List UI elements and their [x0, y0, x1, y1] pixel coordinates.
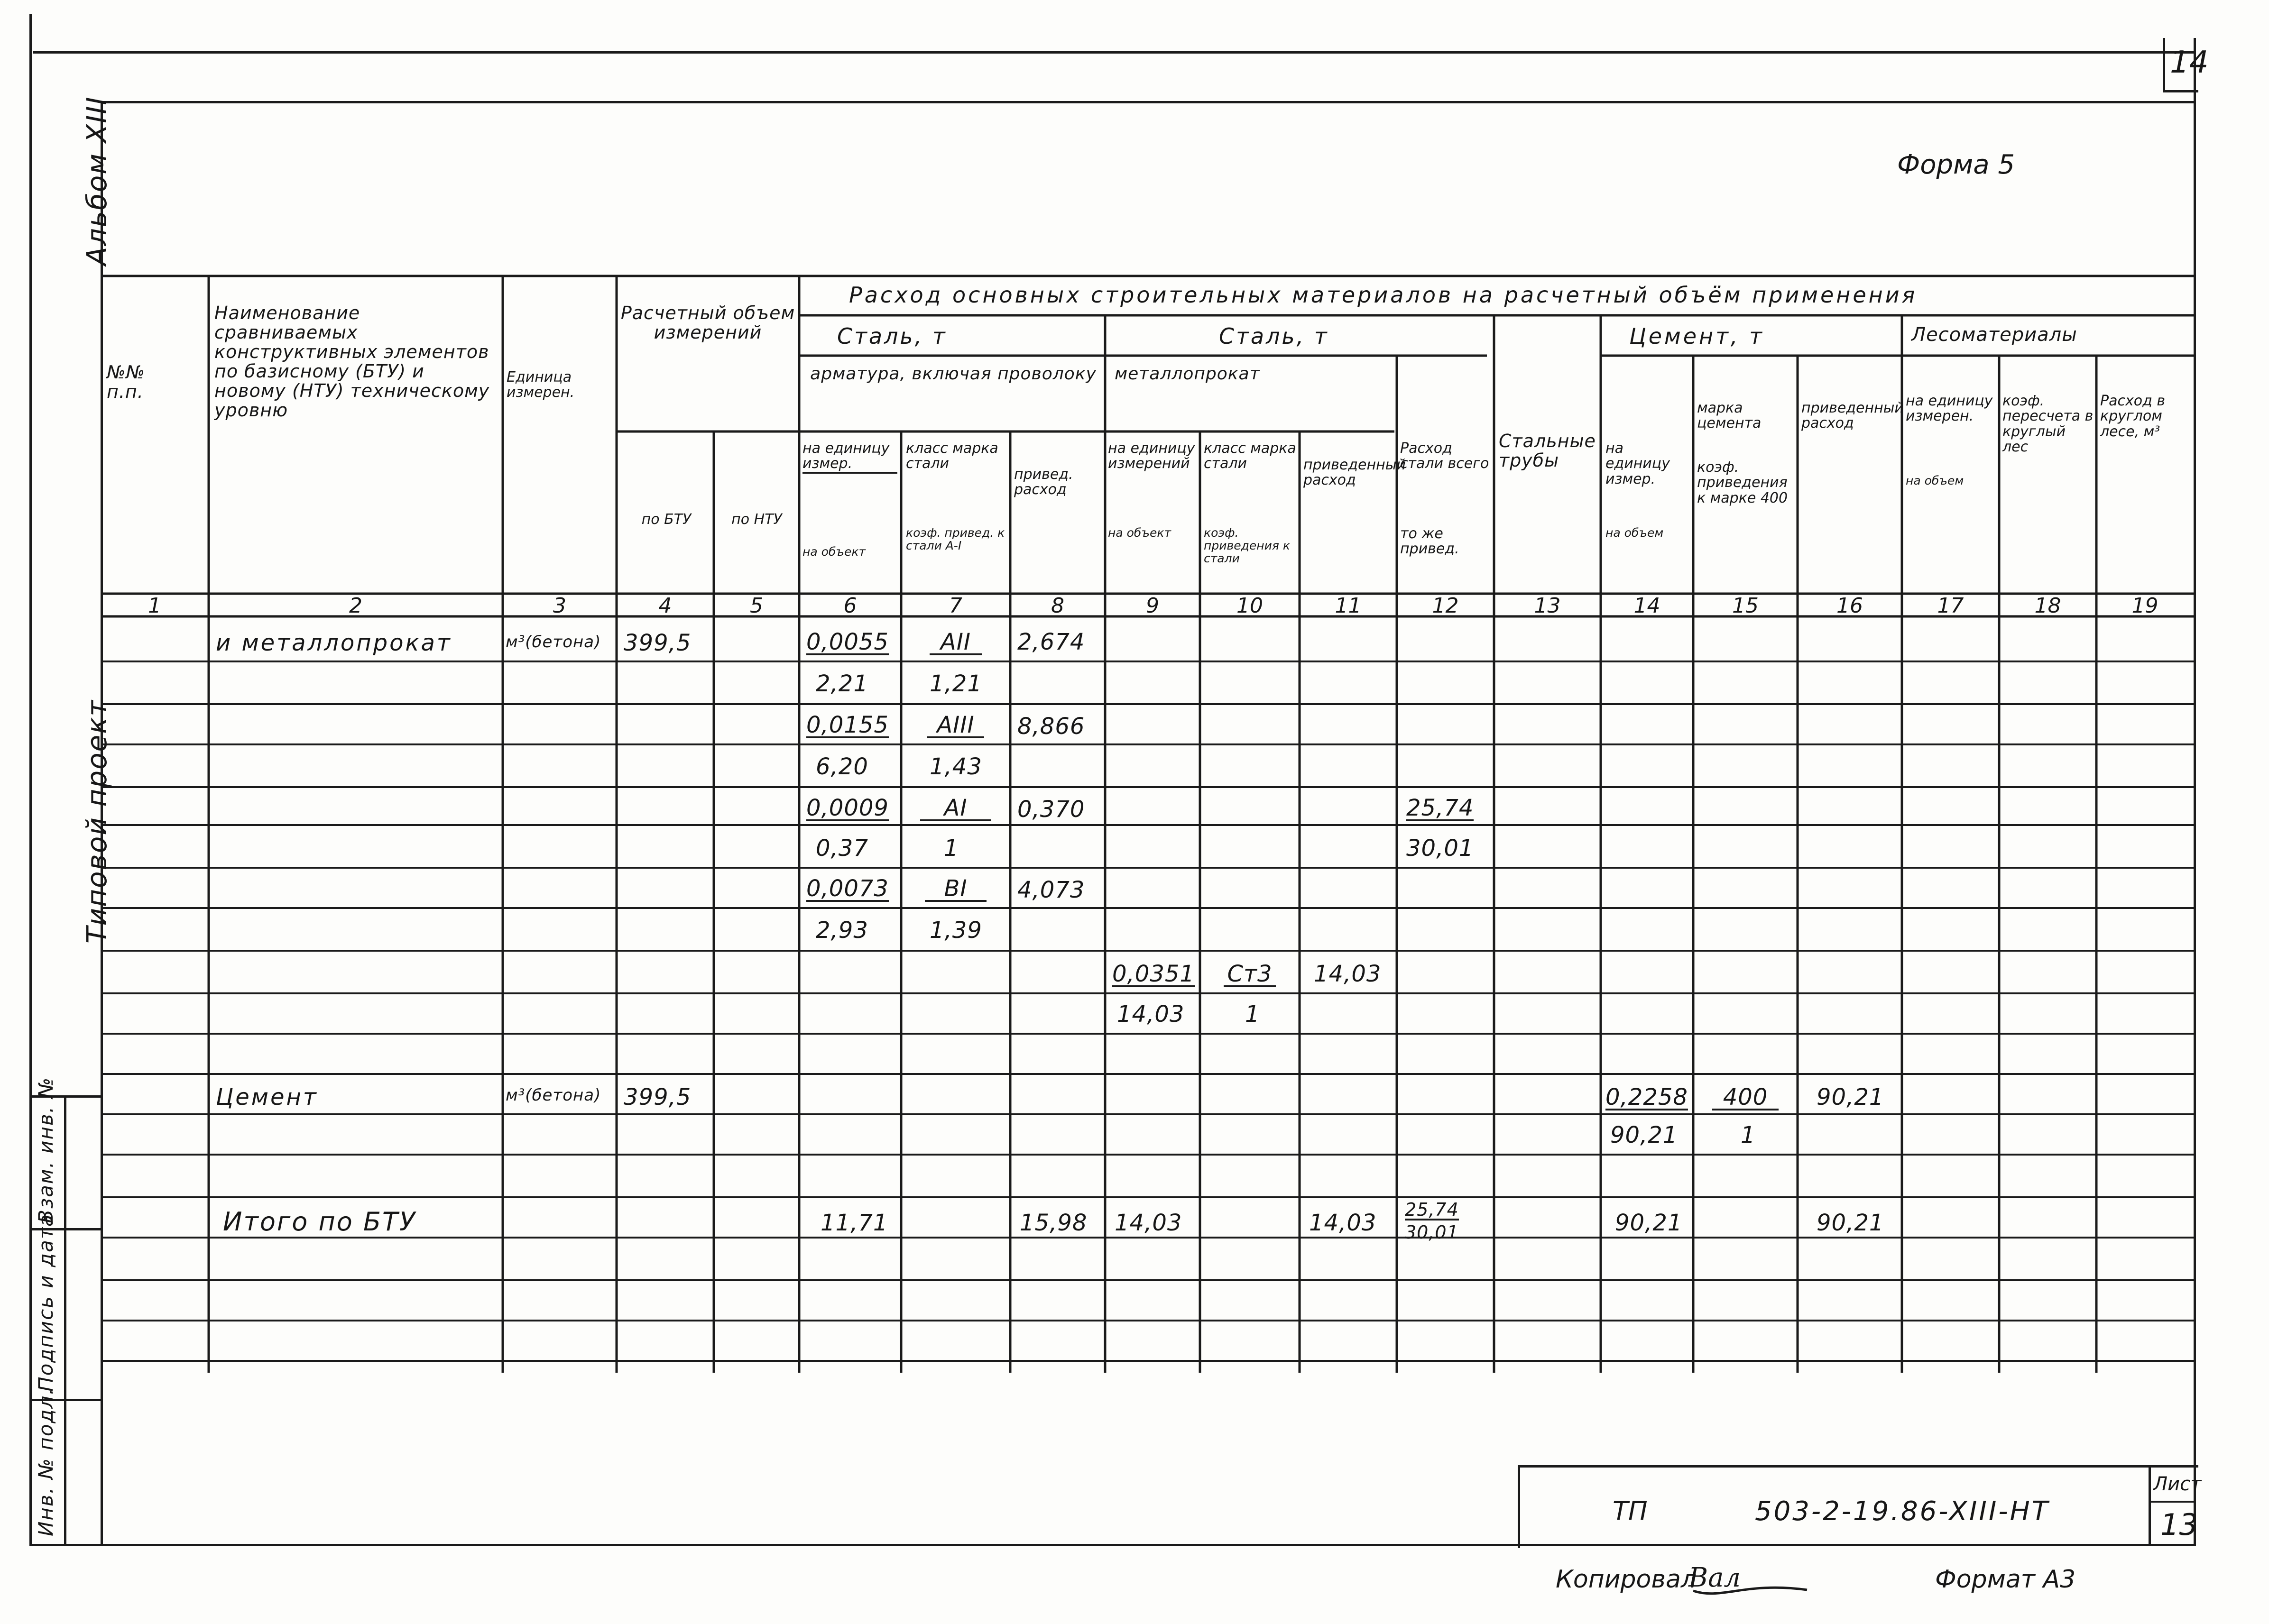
steel-profile-group: Сталь, т	[1219, 323, 1329, 349]
col-number: 15	[1732, 594, 1759, 618]
col-number: 3	[553, 594, 566, 618]
col-number: 16	[1836, 594, 1863, 618]
a2-per-unit: 0,0055	[806, 629, 889, 655]
steel-total-reduced: 30,01	[1406, 835, 1474, 862]
c17-bottom: на объем	[1906, 474, 1964, 487]
title-block-sheet-label: Лист	[2153, 1473, 2202, 1495]
steel-profile-sub: металлопрокат	[1115, 364, 1260, 384]
a2-reduced: 2,674	[1017, 629, 1085, 655]
total-name: Итого по БТУ	[223, 1207, 416, 1237]
c12-top: Расход стали всего	[1400, 440, 1489, 472]
c9-top: на единицу измерений	[1108, 440, 1195, 472]
col-number: 18	[2034, 594, 2061, 618]
b1-class: ВI	[925, 877, 987, 902]
steel-total: 25,74	[1406, 795, 1474, 821]
a3-object: 6,20	[816, 753, 868, 780]
col-number: 4	[658, 594, 672, 618]
a1-object: 0,37	[816, 835, 868, 862]
col-number: 7	[949, 594, 962, 618]
total-c9: 14,03	[1115, 1210, 1182, 1236]
col-number: 10	[1236, 594, 1263, 618]
c8-header: привед. расход	[1014, 466, 1073, 498]
col-number: 9	[1146, 594, 1159, 618]
cement-per-unit: 0,2258	[1605, 1084, 1688, 1110]
cement-grade: 400	[1712, 1086, 1779, 1110]
c10-bottom: коэф. приведения к стали	[1204, 526, 1290, 565]
a3-per-unit: 0,0155	[806, 712, 889, 738]
row-name: и металлопрокат	[216, 630, 452, 656]
b1-per-unit: 0,0073	[806, 875, 889, 902]
col-volume-btu: по БТУ	[641, 511, 692, 528]
timber-group: Лесоматериалы	[1911, 324, 2077, 346]
c15-top: марка цемента	[1697, 400, 1762, 432]
m-per-unit: 0,0351	[1112, 961, 1195, 987]
cement-name: Цемент	[216, 1084, 318, 1110]
total-c12-reduced: 30,01	[1405, 1222, 1459, 1243]
cement-object: 90,21	[1610, 1122, 1678, 1148]
total-c11: 14,03	[1309, 1210, 1377, 1236]
b1-object: 2,93	[816, 917, 868, 944]
col-number: 19	[2131, 594, 2158, 618]
c7-top: класс марка стали	[906, 440, 998, 472]
cement-coef: 1	[1741, 1122, 1756, 1148]
c14-bottom: на объем	[1605, 526, 1664, 540]
cement-unit: м³(бетона)	[506, 1086, 601, 1105]
col-number: 11	[1335, 594, 1362, 618]
b1-coef: 1,39	[930, 917, 982, 944]
a3-coef: 1,43	[930, 753, 982, 780]
m-reduced: 14,03	[1314, 961, 1382, 987]
c18-header: коэф. пересчета в круглый лес	[2002, 393, 2094, 456]
c17-top: на единицу измерен.	[1906, 393, 1993, 425]
a2-object: 2,21	[816, 670, 868, 697]
materials-title: Расход основных строительных материалов на расчетный объём применения	[849, 282, 1918, 308]
total-c6: 11,71	[821, 1210, 888, 1236]
col-number: 14	[1633, 594, 1660, 618]
copier-signature: Вал	[1688, 1562, 1741, 1593]
c6-top: на единицу измер.	[802, 441, 897, 474]
copied-by: Копировал	[1556, 1565, 1697, 1594]
title-block-divider	[2149, 1465, 2151, 1546]
col-volume-ntu: по НТУ	[731, 511, 782, 528]
col-volume-header: Расчетный объем измерений	[620, 303, 795, 343]
title-block-prefix: ТП	[1613, 1496, 1648, 1526]
corner-sheet-number: 14	[2170, 45, 2209, 80]
m-class: Ст3	[1224, 963, 1276, 987]
a1-reduced: 0,370	[1017, 796, 1085, 823]
c9-bottom: на объект	[1108, 526, 1171, 540]
title-block-sheet-number: 13	[2160, 1507, 2198, 1542]
c13-header: Стальные трубы	[1499, 431, 1596, 471]
row-volume: 399,5	[624, 630, 692, 656]
c12-bottom: то же привед.	[1400, 525, 1459, 558]
steel-rebar-sub: арматура, включая проволоку	[810, 364, 1097, 384]
total-c12-steel: 25,74	[1405, 1199, 1459, 1220]
a1-per-unit: 0,0009	[806, 795, 889, 821]
format-label: Формат А3	[1935, 1565, 2076, 1594]
cement-reduced: 90,21	[1817, 1084, 1884, 1110]
a3-class: АIII	[927, 714, 984, 738]
c14-top: на единицу измер.	[1605, 440, 1670, 487]
col-number: 6	[843, 594, 857, 618]
total-c14: 90,21	[1615, 1210, 1683, 1236]
b1-reduced: 4,073	[1017, 877, 1085, 903]
form-label: Форма 5	[1897, 149, 2015, 180]
m-coef: 1	[1245, 1001, 1260, 1028]
c6-bottom: на объект	[802, 545, 866, 559]
col-number: 13	[1534, 594, 1561, 618]
col-number: 5	[750, 594, 763, 618]
a2-coef: 1,21	[930, 670, 982, 697]
a2-class: АII	[930, 631, 982, 655]
col-number: 1	[148, 594, 161, 618]
col-no-header: №№ п.п.	[107, 362, 146, 403]
stamp-cell-inv: Инв. № подл.	[34, 1387, 57, 1536]
c19-header: Расход в круглом лесе, м³	[2100, 393, 2166, 440]
a1-coef: 1	[944, 835, 959, 862]
col-number: 2	[349, 594, 362, 618]
m-object: 14,03	[1117, 1001, 1185, 1028]
stamp-cell-signature: Подпись и дата	[34, 1213, 57, 1392]
cement-volume: 399,5	[624, 1084, 692, 1110]
col-number: 8	[1051, 594, 1064, 618]
cement-group: Цемент, т	[1629, 323, 1764, 349]
project-type-label: Типовой проект	[81, 699, 113, 944]
title-block-code: 503-2-19.86-XIII-НТ	[1755, 1496, 2050, 1527]
album-label: Альбом XIII	[81, 96, 113, 266]
stamp-cell-replace: Взам. инв. №	[34, 1076, 57, 1223]
total-c8: 15,98	[1020, 1210, 1088, 1236]
col-number: 17	[1937, 594, 1964, 618]
col-name-header: Наименование сравниваемых конструктивных элементов по базисному (БТУ) и новому (НТУ) техническому уровню	[214, 303, 490, 421]
c15-bottom: коэф. приведения к марке 400	[1697, 459, 1788, 506]
a3-reduced: 8,866	[1017, 713, 1085, 740]
c7-bottom: коэф. привед. к стали А-I	[906, 526, 1005, 552]
steel-rebar-group: Сталь, т	[837, 323, 947, 349]
c11-header: приведенный расход	[1303, 457, 1406, 489]
col-unit-header: Единица измерен.	[507, 369, 575, 401]
row-unit: м³(бетона)	[506, 633, 601, 651]
col-number: 12	[1432, 594, 1459, 618]
c16-header: приведенный расход	[1801, 400, 1904, 432]
signature-stroke	[1688, 1581, 1812, 1600]
total-c16: 90,21	[1817, 1210, 1884, 1236]
title-block-sheet-line	[2149, 1501, 2196, 1503]
c10-top: класс марка стали	[1204, 440, 1296, 472]
a1-class: АI	[920, 797, 991, 821]
